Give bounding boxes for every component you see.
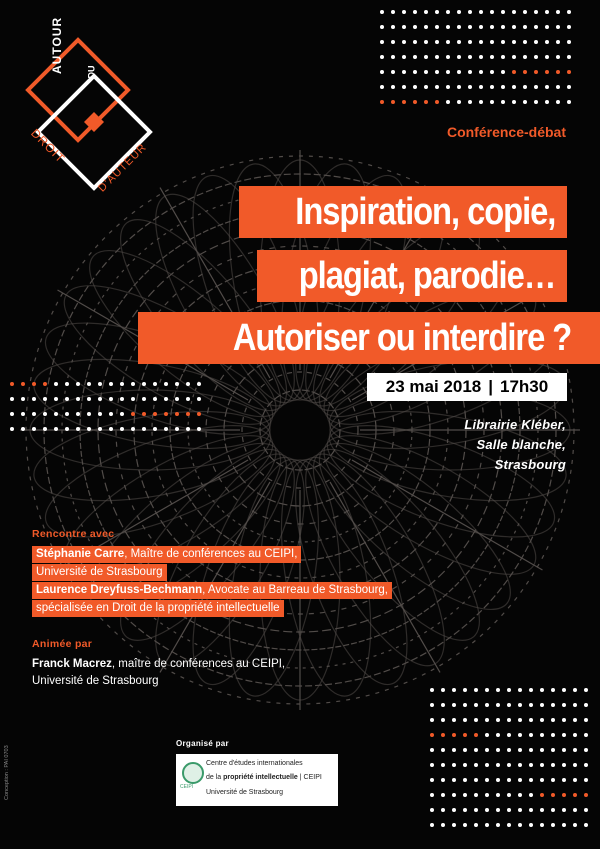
ceipi-logo-icon (182, 762, 204, 784)
venue-line-3: Strasbourg (494, 457, 566, 472)
date-separator: | (488, 377, 494, 396)
design-credit: Conception : PAI 0703 (4, 745, 10, 800)
title-line-1-box (239, 186, 567, 238)
title-line-1: Inspiration, copie, (294, 190, 555, 233)
moderator-line-1 (32, 656, 285, 673)
organizer-label: Organisé par (176, 739, 229, 748)
venue (464, 415, 566, 475)
organizer-line-2-bold: propriété intellectuelle (223, 774, 298, 781)
speaker-2-line-1 (32, 582, 392, 599)
event-type: Conférence-débat (446, 124, 566, 140)
speaker-1-line-1 (32, 546, 301, 563)
speaker-2-name: Laurence Dreyfuss-Bechmann (36, 584, 203, 596)
date-time-box (367, 373, 567, 401)
title-line-3-box (138, 312, 600, 364)
organizer-line-3: Université de Strasbourg (206, 789, 284, 796)
logo-text-droit: DROIT (28, 126, 68, 166)
moderator-name: Franck Macrez (32, 658, 112, 670)
speaker-1-line-2: Université de Strasbourg (32, 564, 167, 581)
moderator-role: , maître de conférences au CEIPI, (111, 658, 286, 670)
organizer-line-2: de la propriété intellectuelle | CEIPI (206, 774, 322, 781)
speaker-1-name: Stéphanie Carre (36, 548, 125, 560)
speaker-2-line-2: spécialisée en Droit de la propriété intellectuelle (32, 600, 284, 617)
venue-line-1: Librairie Kléber, (464, 417, 566, 432)
logo-text-du: DU (86, 65, 97, 79)
organizer-box (176, 754, 338, 806)
title-line-2-box (257, 250, 567, 302)
rencontre-heading: Rencontre avec (32, 528, 115, 540)
logo-text-autour: AUTOUR (50, 16, 64, 74)
ceipi-logo-text: CEIPI (180, 784, 194, 790)
logo-text-dauteur: D'AUTEUR (96, 141, 150, 195)
title-line-3: Autoriser ou interdire ? (232, 316, 571, 359)
venue-line-2: Salle blanche, (476, 437, 566, 452)
event-time: 17h30 (500, 377, 549, 396)
event-date: 23 mai 2018 (385, 377, 482, 396)
organizer-line-1: Centre d'études internationales (206, 760, 303, 767)
autour-du-droit-logo (18, 30, 168, 200)
title-line-2: plagiat, parodie… (298, 254, 555, 297)
speaker-2-role: , Avocate au Barreau de Strasbourg, (202, 584, 388, 596)
moderator-line-2: Université de Strasbourg (32, 675, 159, 687)
animee-heading: Animée par (32, 638, 93, 650)
speaker-1-role: , Maître de conférences au CEIPI, (124, 548, 298, 560)
